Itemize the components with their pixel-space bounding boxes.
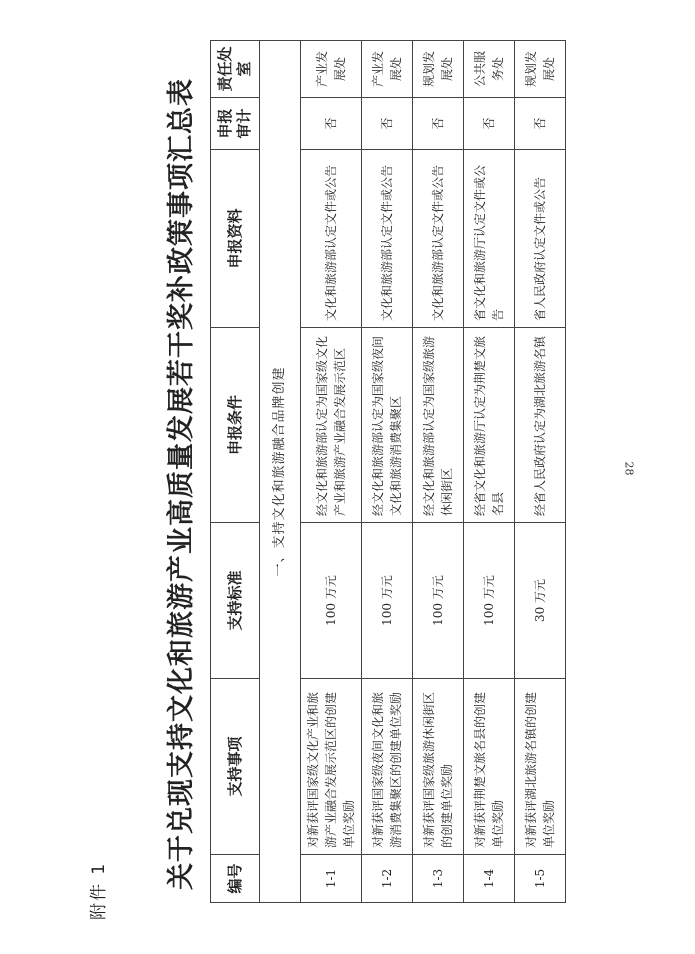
header-audit: 申报审计 bbox=[211, 98, 260, 150]
cell-dept: 产业发展处 bbox=[362, 41, 413, 98]
cell-condition: 经文化和旅游部认定为国家级文化产业和旅游产业融合发展示范区 bbox=[301, 328, 362, 523]
cell-standard: 100 万元 bbox=[301, 523, 362, 679]
cell-item: 对新获评国家级旅游休闲街区的创建单位奖励 bbox=[413, 679, 464, 855]
section-row bbox=[260, 41, 301, 903]
cell-standard: 100 万元 bbox=[464, 523, 515, 679]
cell-dept: 产业发展处 bbox=[301, 41, 362, 98]
cell-item: 对新获评国家级夜间文化和旅游消费集聚区的创建单位奖励 bbox=[362, 679, 413, 855]
cell-condition: 经省文化和旅游厅认定为荆楚文旅名县 bbox=[464, 328, 515, 523]
cell-no: 1-4 bbox=[464, 855, 515, 903]
table-row bbox=[413, 41, 464, 903]
cell-materials: 文化和旅游部认定文件或公告 bbox=[362, 150, 413, 328]
header-no: 编号 bbox=[211, 855, 260, 903]
page-number: 28 bbox=[622, 461, 636, 476]
attachment-label: 附件 1 bbox=[89, 861, 109, 920]
cell-item: 对新获评荆楚文旅名县的创建单位奖励 bbox=[464, 679, 515, 855]
cell-no: 1-2 bbox=[362, 855, 413, 903]
header-dept: 责任处室 bbox=[211, 41, 260, 98]
header-materials: 申报资料 bbox=[211, 150, 260, 328]
table-row bbox=[362, 41, 413, 903]
cell-item: 对新获评国家级文化产业和旅游产业融合发展示范区的创建单位奖励 bbox=[301, 679, 362, 855]
cell-condition: 经文化和旅游部认定为国家级旅游休闲街区 bbox=[413, 328, 464, 523]
cell-no: 1-3 bbox=[413, 855, 464, 903]
cell-standard: 30 万元 bbox=[515, 523, 566, 679]
header-condition: 申报条件 bbox=[211, 328, 260, 523]
cell-audit: 否 bbox=[515, 98, 566, 150]
cell-no: 1-1 bbox=[301, 855, 362, 903]
cell-standard: 100 万元 bbox=[362, 523, 413, 679]
cell-audit: 否 bbox=[301, 98, 362, 150]
cell-no: 1-5 bbox=[515, 855, 566, 903]
header-standard: 支持标准 bbox=[211, 523, 260, 679]
table-row bbox=[515, 41, 566, 903]
cell-standard: 100 万元 bbox=[413, 523, 464, 679]
cell-audit: 否 bbox=[413, 98, 464, 150]
cell-materials: 省文化和旅游厅认定文件或公告 bbox=[464, 150, 515, 328]
cell-item: 对新获评湖北旅游名镇的创建单位奖励 bbox=[515, 679, 566, 855]
cell-dept: 规划发展处 bbox=[413, 41, 464, 98]
rotated-document bbox=[34, 30, 674, 930]
table-row bbox=[301, 41, 362, 903]
document-title: 关于兑现支持文化和旅游产业高质量发展若干奖补政策事项汇总表 bbox=[166, 78, 197, 890]
header-item: 支持事项 bbox=[211, 679, 260, 855]
cell-materials: 文化和旅游部认定文件或公告 bbox=[413, 150, 464, 328]
table-row bbox=[464, 41, 515, 903]
cell-audit: 否 bbox=[464, 98, 515, 150]
section-title: 一、支持文化和旅游融合品牌创建 bbox=[260, 41, 301, 903]
cell-audit: 否 bbox=[362, 98, 413, 150]
cell-condition: 经省人民政府认定为湖北旅游名镇 bbox=[515, 328, 566, 523]
cell-materials: 文化和旅游部认定文件或公告 bbox=[301, 150, 362, 328]
policy-table bbox=[210, 40, 566, 903]
table-header-row bbox=[211, 41, 260, 903]
cell-dept: 公共服务处 bbox=[464, 41, 515, 98]
cell-condition: 经文化和旅游部认定为国家级夜间文化和旅游消费集聚区 bbox=[362, 328, 413, 523]
cell-materials: 省人民政府认定文件或公告 bbox=[515, 150, 566, 328]
cell-dept: 规划发展处 bbox=[515, 41, 566, 98]
